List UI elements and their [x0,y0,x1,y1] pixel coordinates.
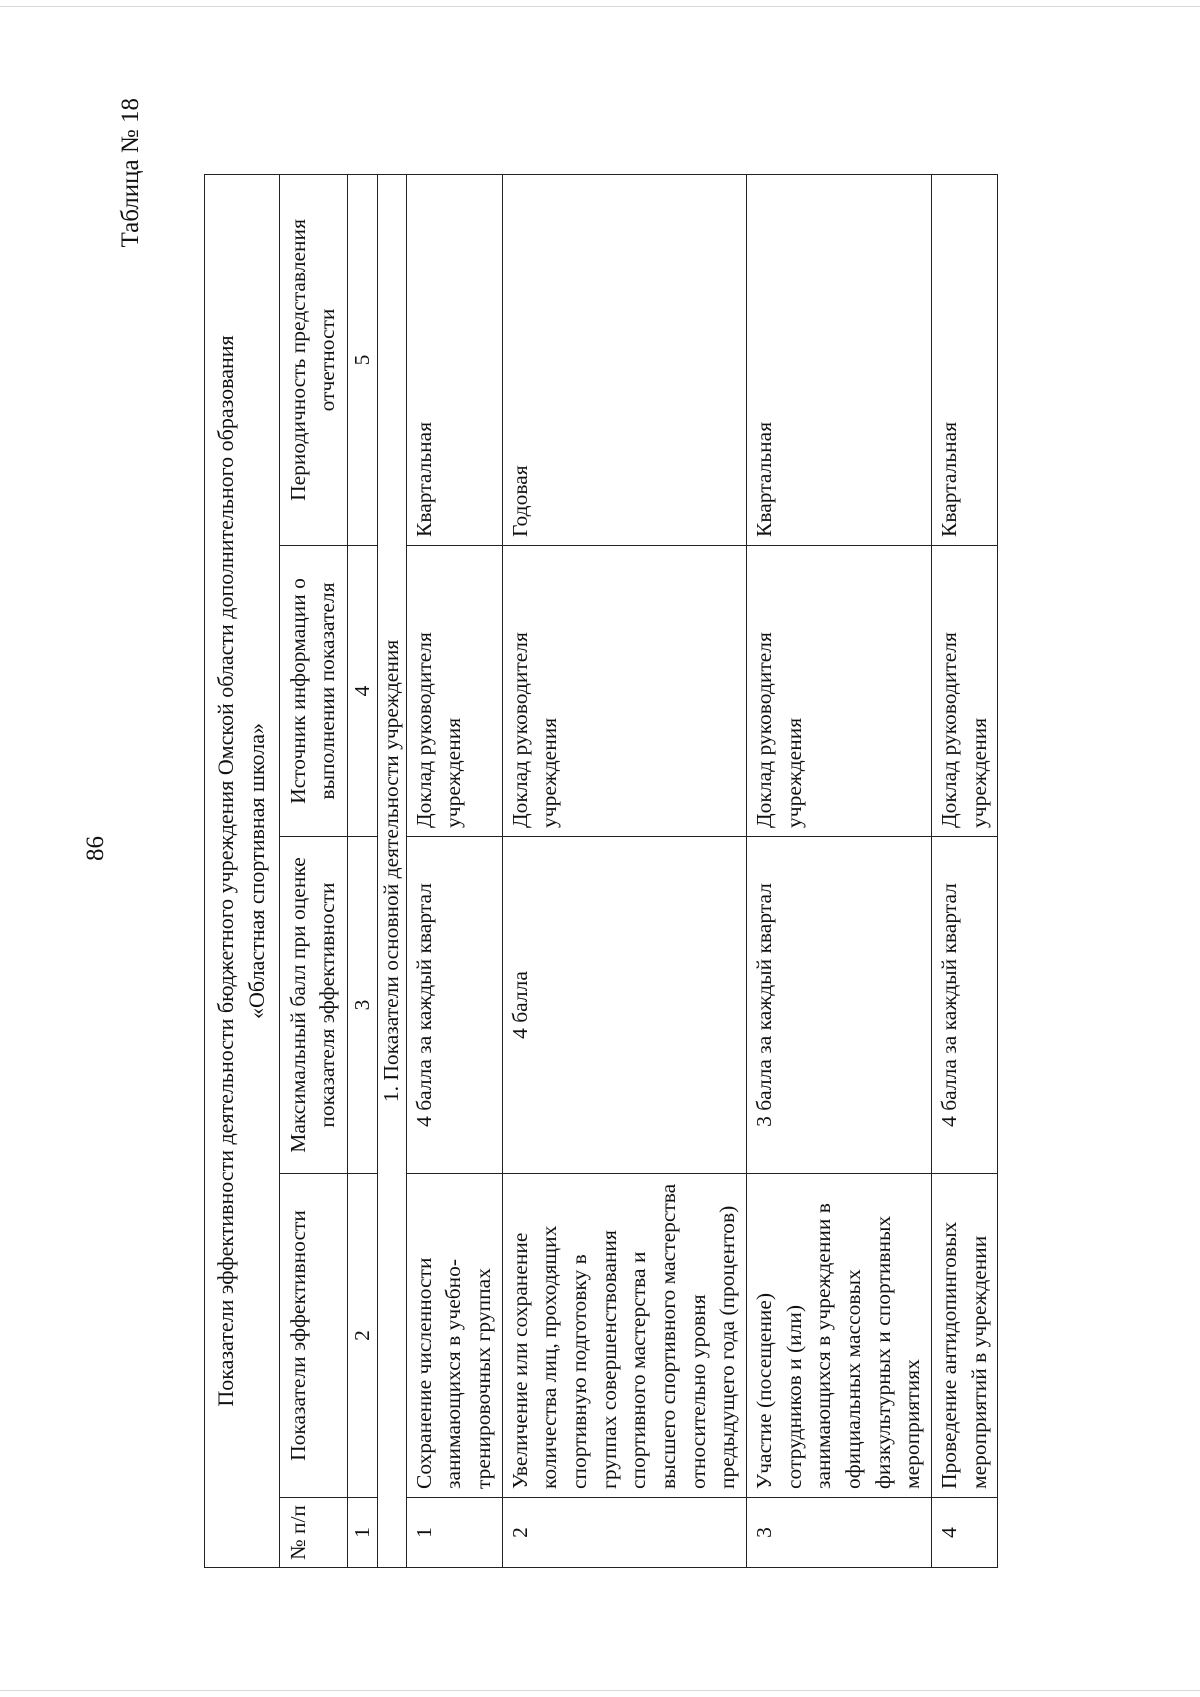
row-source: Доклад руководителя учреждения [746,546,931,837]
row-score: 4 балла за каждый квартал [406,837,502,1174]
row-indicator: Сохранение численности занимающихся в учебно-тренировочных группах [406,1174,502,1498]
header-indicator: Показатели эффективности [279,1174,347,1498]
row-indicator: Участие (посещение) сотрудников и (или) занимающихся в учреждении в официальных массовых физкультурных и спортивных мероприятиях [746,1174,931,1498]
row-score: 4 балла [502,837,746,1174]
row-source: Доклад руководителя учреждения [502,546,746,837]
header-source: Источник информации о выполнении показателя [279,546,347,837]
row-number: 2 [502,1498,746,1568]
column-number: 5 [347,174,377,545]
header-score: Максимальный балл при оценке показателя эффективности [279,837,347,1174]
header-row [279,174,347,1567]
row-period: Квартальная [406,174,502,545]
efficiency-table [204,174,998,1568]
row-indicator: Проведение антидопинговых мероприятий в учреждении [931,1174,997,1498]
row-indicator: Увеличение или сохранение количества лиц, проходящих спортивную подготовку в группах совершенствования спортивного мастерства и высшего спортивного мастерства относительно уровня предыдущего года (процентов) [502,1174,746,1498]
table-row [406,174,502,1567]
table-caption [205,174,280,1567]
column-number: 1 [347,1498,377,1568]
header-num: № п/п [279,1498,347,1568]
table-label: Таблица № 18 [117,98,144,248]
caption-line-2: «Областная спортивная школа» [243,722,269,1019]
page-number: 86 [82,836,109,861]
column-number-row [347,174,377,1567]
row-period: Квартальная [931,174,997,545]
table-row [502,174,746,1567]
column-number: 4 [347,546,377,837]
section-row [377,174,406,1567]
row-number: 1 [406,1498,502,1568]
table-row [746,174,931,1567]
caption-line-1: Показатели эффективности деятельности бюджетного учреждения Омской области дополнительного образования [213,335,238,1407]
row-period: Годовая [502,174,746,545]
row-period: Квартальная [746,174,931,545]
caption-row [205,174,280,1567]
row-source: Доклад руководителя учреждения [931,546,997,837]
row-number: 4 [931,1498,997,1568]
table-row [931,174,997,1567]
column-number: 3 [347,837,377,1174]
row-score: 3 балла за каждый квартал [746,837,931,1174]
row-number: 3 [746,1498,931,1568]
row-score: 4 балла за каждый квартал [931,837,997,1174]
table-container [204,175,998,1568]
row-source: Доклад руководителя учреждения [406,546,502,837]
header-period: Периодичность представления отчетности [279,174,347,545]
column-number: 2 [347,1174,377,1498]
section-title: 1. Показатели основной деятельности учреждения [377,174,406,1567]
